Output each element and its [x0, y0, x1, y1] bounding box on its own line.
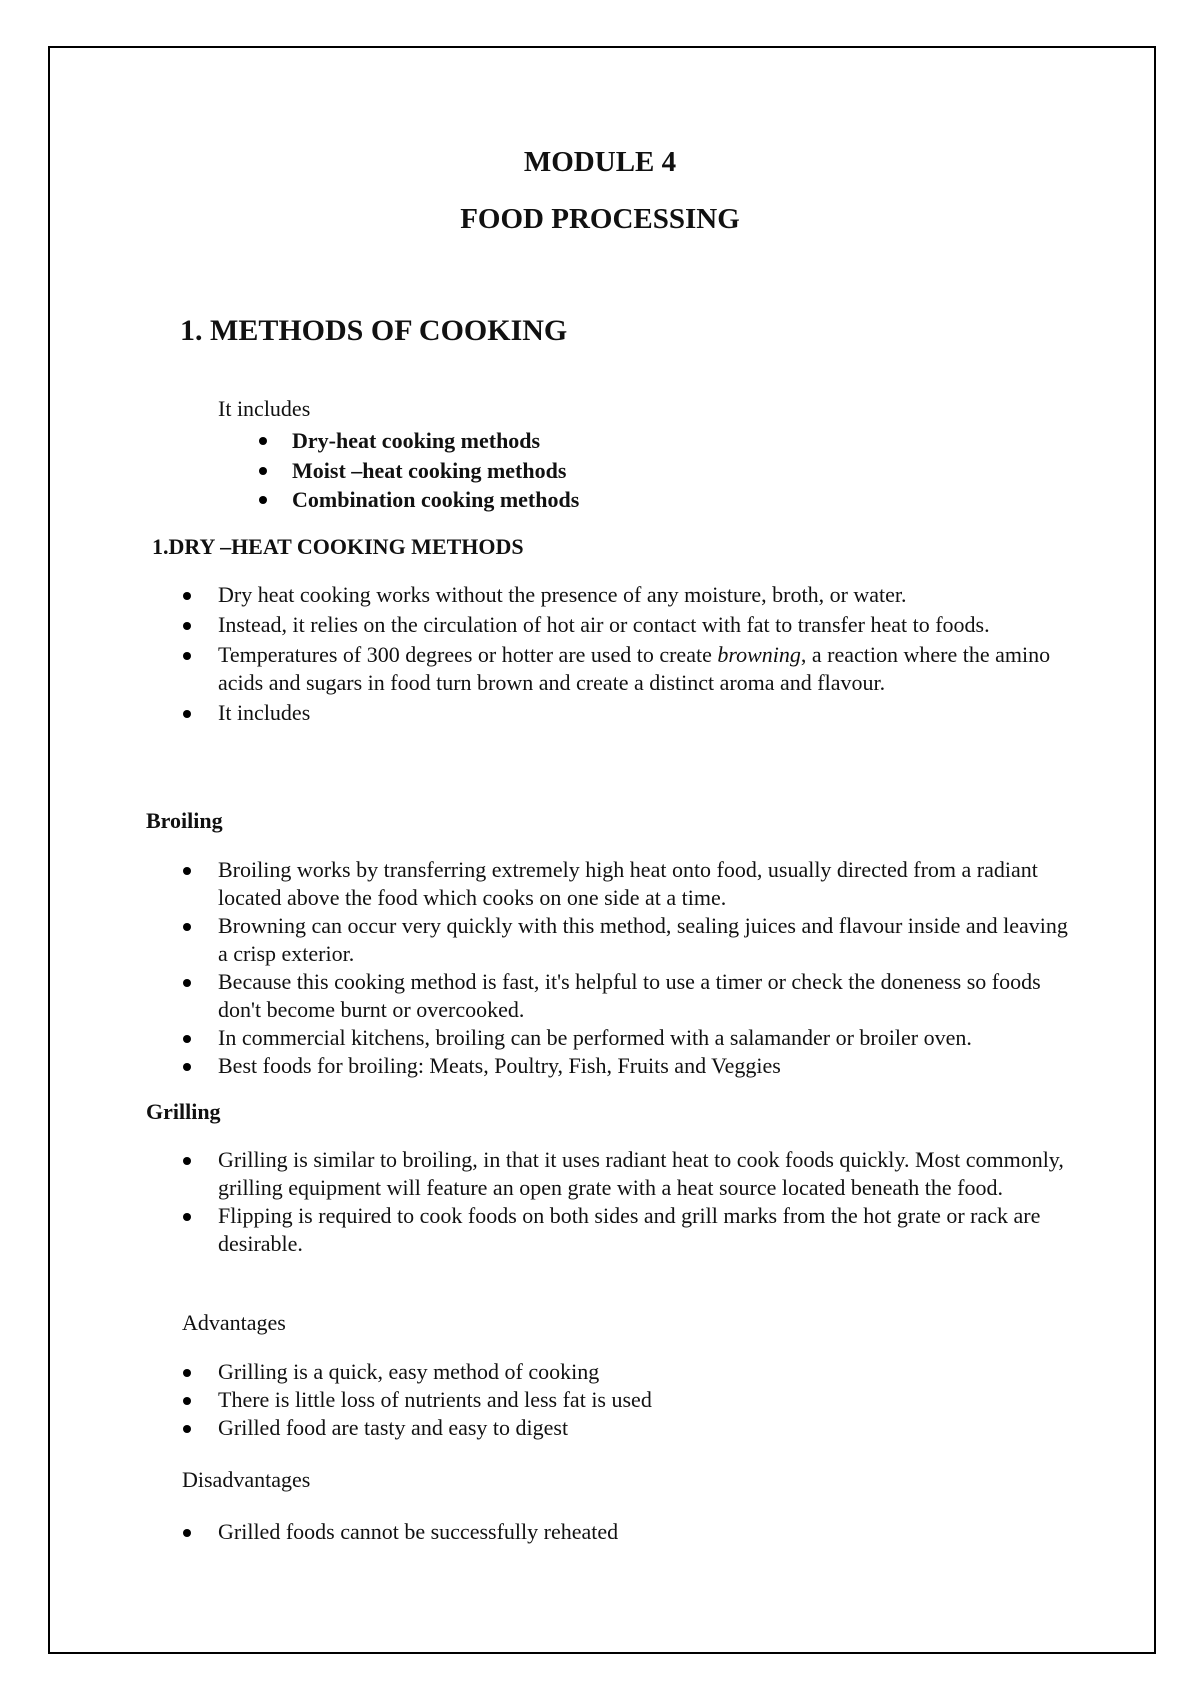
disadvantages-list	[218, 1518, 1068, 1546]
module-title: MODULE 4	[523, 146, 677, 178]
intro-text: It includes	[218, 396, 311, 421]
point-text: Instead, it relies on the circulation of hot air or contact with fat to transfer heat to foods.	[218, 612, 990, 637]
list-item	[218, 611, 1068, 639]
grilling-list	[218, 1146, 1068, 1258]
list-item	[292, 426, 579, 456]
list-item	[218, 1052, 1068, 1080]
section-heading: 1. METHODS OF COOKING	[180, 314, 568, 347]
point-text: Grilled foods cannot be successfully reheated	[218, 1519, 619, 1544]
bullet-icon	[183, 1397, 191, 1405]
bullet-icon	[183, 710, 191, 718]
list-item	[218, 699, 1068, 727]
list-item	[218, 1146, 1068, 1202]
list-item	[218, 581, 1068, 609]
bullet-icon	[183, 1035, 191, 1043]
bullet-icon	[183, 923, 191, 931]
bullet-icon	[183, 1213, 191, 1221]
bullet-icon	[183, 1425, 191, 1433]
bullet-icon	[183, 1369, 191, 1377]
subject-title: FOOD PROCESSING	[460, 203, 740, 235]
bullet-icon	[183, 1157, 191, 1165]
point-text: Grilling is similar to broiling, in that it uses radiant heat to cook foods quickly. Most commonly, grilling equipment will feature an open grate with a heat source located beneath the food.	[218, 1147, 1064, 1200]
advantages-list	[218, 1358, 1068, 1442]
point-text: Broiling works by transferring extremely high heat onto food, usually directed from a radiant located above the food which cooks on one side at a time.	[218, 857, 1038, 910]
point-text: Browning can occur very quickly with this method, sealing juices and flavour inside and leaving a crisp exterior.	[218, 913, 1068, 966]
point-text: It includes	[218, 700, 311, 725]
method-label: Combination cooking methods	[292, 487, 580, 512]
bullet-icon	[259, 467, 267, 475]
list-item	[218, 1358, 1068, 1386]
list-item	[218, 641, 1068, 697]
list-item	[218, 1386, 1068, 1414]
dry-heat-heading: 1.DRY –HEAT COOKING METHODS	[152, 534, 524, 559]
point-text-start: Temperatures of 300 degrees or hotter are used to create	[218, 642, 718, 667]
point-text: In commercial kitchens, broiling can be performed with a salamander or broiler oven.	[218, 1025, 972, 1050]
bullet-icon	[259, 496, 267, 504]
bullet-icon	[183, 867, 191, 875]
bullet-icon	[259, 437, 267, 445]
list-item	[218, 1414, 1068, 1442]
bullet-icon	[183, 979, 191, 987]
grilling-heading: Grilling	[146, 1099, 221, 1124]
point-text-end: , a reaction where the amino acids and sugars in food turn brown and create a distinct aroma and flavour.	[218, 642, 1051, 695]
point-text: Because this cooking method is fast, it's helpful to use a timer or check the doneness so foods don't become burnt or overcooked.	[218, 969, 1041, 1022]
point-text: There is little loss of nutrients and less fat is used	[218, 1387, 652, 1412]
list-item	[218, 912, 1068, 968]
broiling-heading: Broiling	[146, 808, 223, 833]
list-item	[218, 856, 1068, 912]
point-text: Grilling is a quick, easy method of cooking	[218, 1359, 600, 1384]
list-item	[292, 456, 579, 486]
bullet-icon	[183, 1063, 191, 1071]
bullet-icon	[183, 592, 191, 600]
list-item	[218, 968, 1068, 1024]
point-text: Grilled food are tasty and easy to digest	[218, 1415, 569, 1440]
method-label: Moist –heat cooking methods	[292, 457, 567, 483]
method-label: Dry-heat cooking methods	[292, 428, 541, 453]
methods-list	[292, 426, 579, 515]
bullet-icon	[183, 1529, 191, 1537]
broiling-list	[218, 856, 1068, 1080]
emphasis-term: browning	[717, 642, 801, 667]
list-item	[218, 1518, 1068, 1546]
disadvantages-label: Disadvantages	[182, 1467, 311, 1492]
dry-heat-list	[218, 581, 1068, 727]
advantages-label: Advantages	[182, 1310, 286, 1335]
list-item	[218, 1024, 1068, 1052]
bullet-icon	[183, 652, 191, 660]
point-text: Flipping is required to cook foods on both sides and grill marks from the hot grate or rack are desirable.	[218, 1203, 1041, 1256]
list-item	[292, 485, 579, 515]
point-text: Best foods for broiling: Meats, Poultry, Fish, Fruits and Veggies	[218, 1053, 781, 1078]
point-text: Dry heat cooking works without the presence of any moisture, broth, or water.	[218, 582, 907, 607]
bullet-icon	[183, 622, 191, 630]
list-item	[218, 1202, 1068, 1258]
